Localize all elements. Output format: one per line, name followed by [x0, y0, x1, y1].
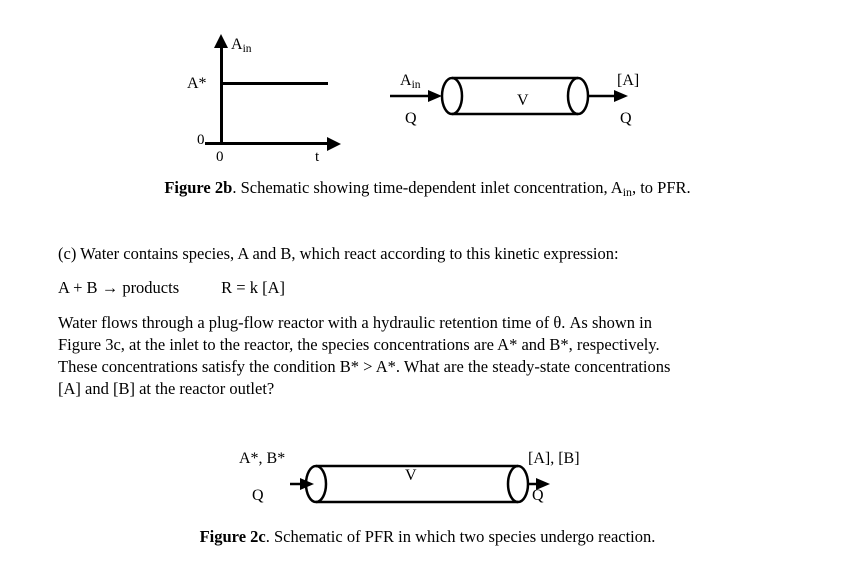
y-axis-line	[220, 46, 223, 144]
paragraph-line: Water flows through a plug-flow reactor with a hydraulic retention time of θ. As shown in	[58, 313, 653, 332]
reactor-2c-inlet-flow-label: Q	[252, 487, 264, 504]
figure-2c-caption	[0, 527, 855, 547]
reactor-2c-volume-label: V	[405, 467, 417, 484]
figure-2c-caption-label: Figure 2c	[199, 527, 266, 546]
reactor-2c-outlet-flow-label: Q	[532, 487, 544, 504]
plot-origin-y-label: 0	[197, 132, 205, 148]
figure-2b-graphic	[0, 0, 855, 175]
pfr-tube-figure-2c	[290, 448, 550, 508]
figure-2c-caption-text: . Schematic of PFR in which two species undergo reaction.	[265, 527, 656, 546]
plot-x-axis-label: t	[315, 149, 320, 165]
part-c-intro-line: (c) Water contains species, A and B, which react according to this kinetic expression:	[58, 244, 619, 263]
figure-2b-caption	[0, 178, 855, 200]
part-c-reaction-line	[58, 277, 285, 299]
x-axis-arrowhead-icon	[327, 137, 341, 151]
figure-2b-caption-subscript: in	[622, 184, 632, 199]
reactor-2b-outlet-species-label: [A]	[617, 72, 640, 89]
reactor-2c-outlet-species-label: [A], [B]	[528, 450, 580, 467]
reactor-2b-inlet-species-label: $A_{in}$	[400, 72, 421, 91]
reactor-2b-outlet-flow-label: Q	[620, 110, 632, 127]
y-axis-arrowhead-icon	[214, 34, 228, 48]
paragraph-line: These concentrations satisfy the condition B* > A*. What are the steady-state concentrations	[58, 357, 671, 377]
figure-2b-caption-text-1: . Schematic showing time-dependent inlet concentration, A	[232, 178, 623, 197]
reactor-2b-volume-label: V	[517, 92, 529, 109]
paragraph-line: Figure 3c, at the inlet to the reactor, the species concentrations are A* and B*, respectively.	[58, 335, 660, 355]
step-function-line	[222, 82, 328, 85]
plot-step-level-label: A*	[187, 75, 207, 92]
plot-y-axis-label: $A_{in}$	[231, 36, 252, 55]
part-c-paragraph	[58, 312, 758, 400]
pfr-tube-figure-2b	[390, 60, 630, 120]
reactor-2b-inlet-flow-label: Q	[405, 110, 417, 127]
x-axis-line	[205, 142, 330, 145]
figure-2b-caption-text-2: , to PFR.	[631, 178, 691, 197]
plot-origin-x-label: 0	[216, 149, 224, 165]
reaction-equation: A + B → products	[58, 278, 180, 297]
rate-law-equation: R = k [A]	[221, 278, 285, 297]
figure-2b-caption-label: Figure 2b	[164, 178, 233, 197]
inlet-concentration-plot	[175, 28, 385, 168]
paragraph-line: [A] and [B] at the reactor outlet?	[58, 379, 275, 399]
reactor-2c-inlet-species-label: A*, B*	[239, 450, 286, 467]
